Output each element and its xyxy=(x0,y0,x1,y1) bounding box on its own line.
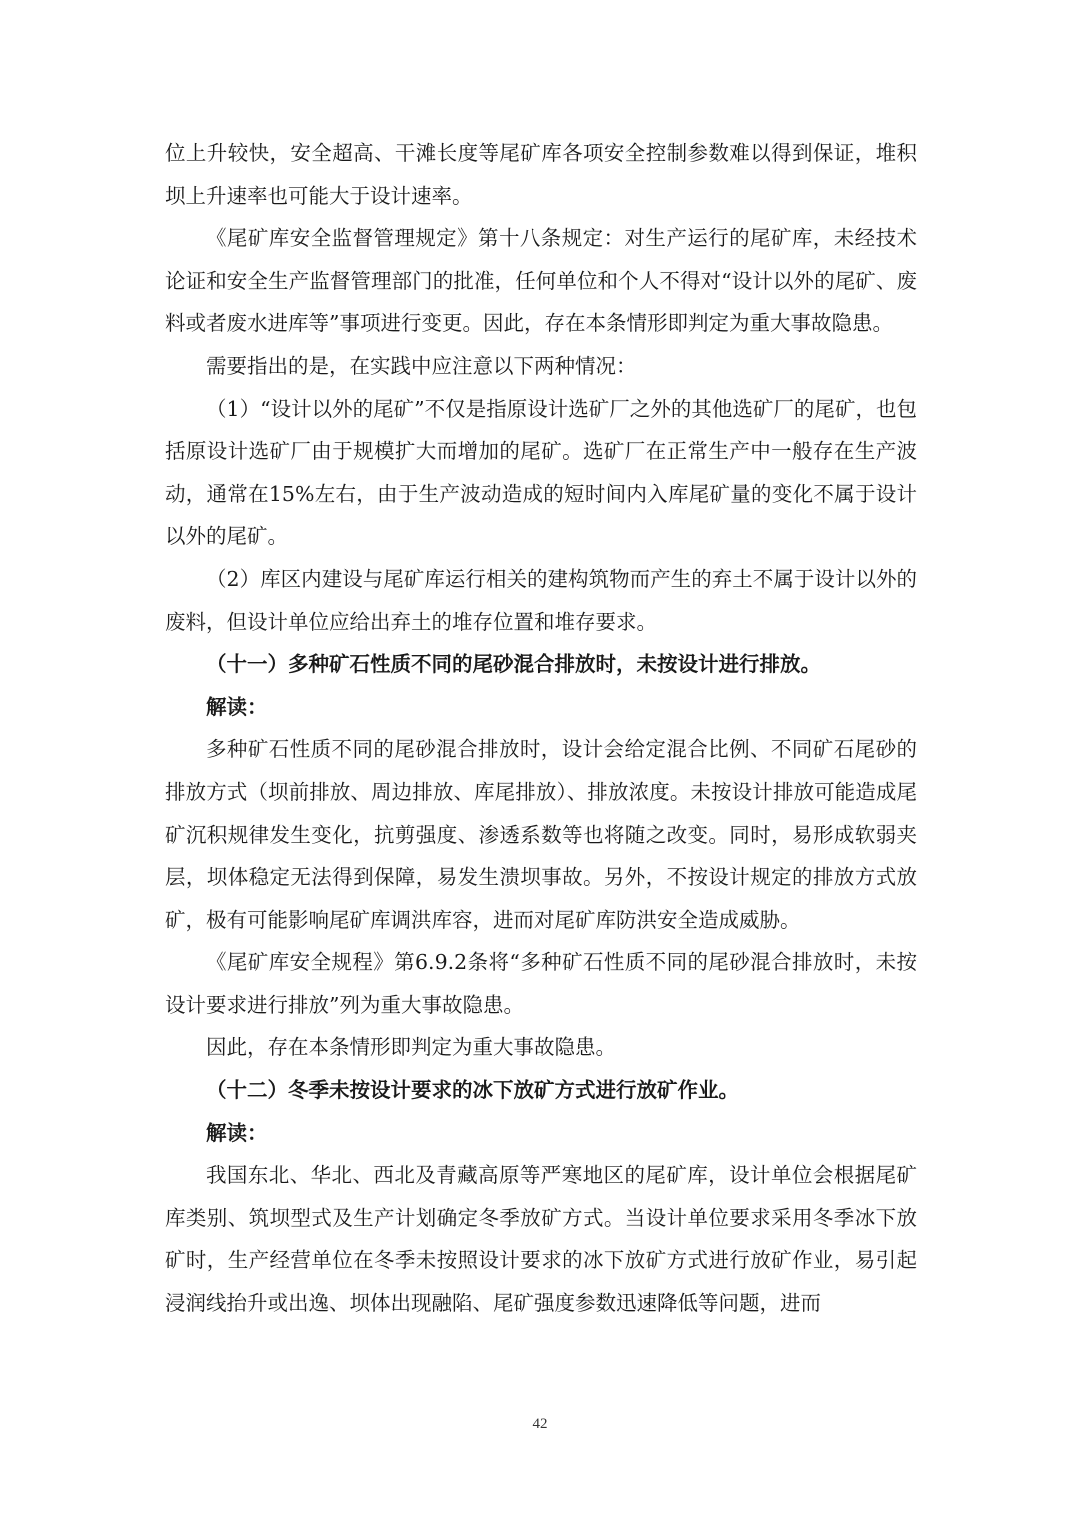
paragraph-1: 位上升较快，安全超高、干滩长度等尾矿库各项安全控制参数难以得到保证，堆积坝上升速率也可能大于设计速率。 xyxy=(165,141,917,208)
paragraph-9: 《尾矿库安全规程》第6.9.2条将“多种矿石性质不同的尾砂混合排放时，未按设计要求进行排放”列为重大事故隐患。 xyxy=(165,950,917,1017)
interpretation-label-1: 解读： xyxy=(206,694,268,719)
paragraph-3: 需要指出的是，在实践中应注意以下两种情况： xyxy=(206,353,637,378)
section-heading-12: （十二）冬季未按设计要求的冰下放矿方式进行放矿作业。 xyxy=(206,1078,739,1103)
page-number: 42 xyxy=(532,1416,548,1432)
paragraph-10: 因此，存在本条情形即判定为重大事故隐患。 xyxy=(206,1035,616,1060)
page-body xyxy=(165,132,917,1325)
paragraph-4: （1）“设计以外的尾矿”不仅是指原设计选矿厂之外的其他选矿厂的尾矿，也包括原设计选矿厂由于规模扩大而增加的尾矿。选矿厂在正常生产中一般存在生产波动，通常在15%左右，由于生产波动造成的短时间内入库尾矿量的变化不属于设计以外的尾矿。 xyxy=(165,396,917,549)
paragraph-8: 多种矿石性质不同的尾砂混合排放时，设计会给定混合比例、不同矿石尾砂的排放方式（坝前排放、周边排放、库尾排放）、排放浓度。未按设计排放可能造成尾矿沉积规律发生变化，抗剪强度、渗透系数等也将随之改变。同时，易形成软弱夹层，坝体稳定无法得到保障，易发生溃坝事故。另外，不按设计规定的排放方式放矿，极有可能影响尾矿库调洪库容，进而对尾矿库防洪安全造成威胁。 xyxy=(165,737,917,932)
paragraph-13: 我国东北、华北、西北及青藏高原等严寒地区的尾矿库，设计单位会根据尾矿库类别、筑坝型式及生产计划确定冬季放矿方式。当设计单位要求采用冬季冰下放矿时，生产经营单位在冬季未按照设计要求的冰下放矿方式进行放矿作业，易引起浸润线抬升或出逸、坝体出现融陷、尾矿强度参数迅速降低等问题，进而 xyxy=(165,1163,917,1316)
interpretation-label-2: 解读： xyxy=(206,1120,268,1145)
paragraph-2: 《尾矿库安全监督管理规定》第十八条规定：对生产运行的尾矿库，未经技术论证和安全生产监督管理部门的批准，任何单位和个人不得对“设计以外的尾矿、废料或者废水进库等”事项进行变更。因此，存在本条情形即判定为重大事故隐患。 xyxy=(165,226,917,336)
section-heading-11: （十一）多种矿石性质不同的尾砂混合排放时，未按设计进行排放。 xyxy=(206,652,821,677)
paragraph-5: （2）库区内建设与尾矿库运行相关的建构筑物而产生的弃土不属于设计以外的废料，但设计单位应给出弃土的堆存位置和堆存要求。 xyxy=(165,566,917,634)
